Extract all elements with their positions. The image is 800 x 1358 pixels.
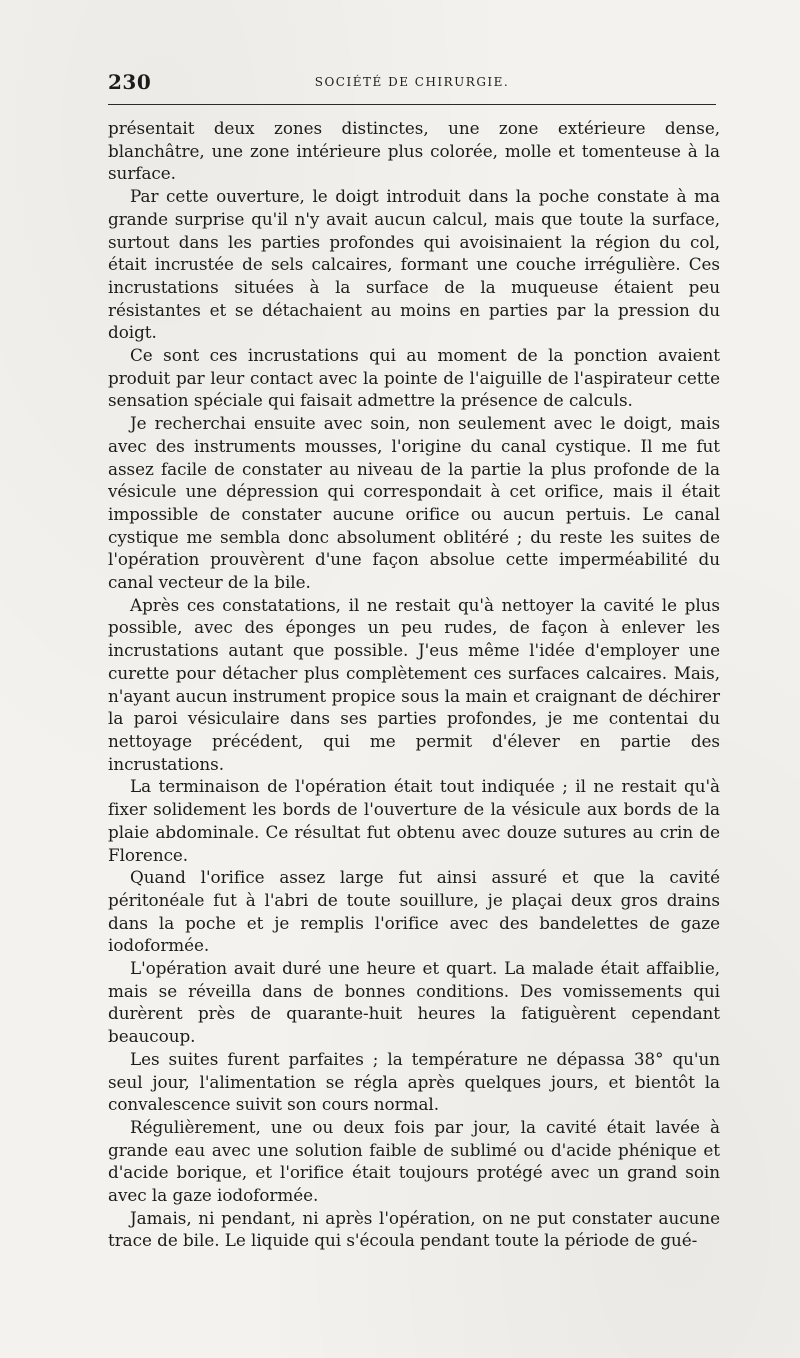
running-head: SOCIÉTÉ DE CHIRURGIE. <box>314 75 510 89</box>
paragraph-continued: présentait deux zones distinctes, une zone extérieure dense, blanchâtre, une zone intérieure plus colorée, molle et tomenteuse à la surface. <box>108 118 720 184</box>
paragraph: Après ces constatations, il ne restait qu'à nettoyer la cavité le plus possible, avec des éponges un peu rudes, de façon à enlever les incrustations autant que possible. J'eus même l'idée d'employer une curette pour détacher plus complètement ces surfaces calcaires. Mais, n'ayant aucun instrument propice sous la main et craignant de déchirer la paroi vésiculaire dans ses parties profondes, je me contentai du nettoyage précédent, qui me permit d'élever en partie des incrustations. <box>108 594 720 774</box>
paragraph: Ce sont ces incrustations qui au moment de la ponction avaient produit par leur contact avec la pointe de l'aiguille de l'aspirateur cette sensation spéciale qui faisait admettre la présence de calculs. <box>108 345 720 411</box>
paragraph: L'opération avait duré une heure et quart. La malade était affaiblie, mais se réveilla dans de bonnes conditions. Des vomissements qui durèrent près de quarante-huit heures la fatiguèrent cependant beaucoup. <box>108 958 720 1047</box>
page-header <box>108 70 716 98</box>
page-number: 230 <box>108 70 152 94</box>
paragraph: Je recherchai ensuite avec soin, non seulement avec le doigt, mais avec des instruments mousses, l'origine du canal cystique. Il me fut assez facile de constater au niveau de la partie la plus profonde de la vésicule une dépression qui correspondait à cet orifice, mais il était impossible de constater aucune orifice ou aucun pertuis. Le canal cystique me sembla donc absolument oblitéré ; du reste les suites de l'opération prouvèrent d'une façon absolue cette imperméabilité du canal vecteur de la bile. <box>108 413 720 593</box>
paragraph-last: Jamais, ni pendant, ni après l'opération, on ne put constater aucune trace de bile. Le liquide qui s'écoula pendant toute la période de gué- <box>108 1207 720 1251</box>
paragraph: La terminaison de l'opération était tout indiquée ; il ne restait qu'à fixer solidement les bords de l'ouverture de la vésicule aux bords de la plaie abdominale. Ce résultat fut obtenu avec douze sutures au crin de Florence. <box>108 776 720 865</box>
header-rule <box>108 104 716 105</box>
paragraph: Régulièrement, une ou deux fois par jour, la cavité était lavée à grande eau avec une solution faible de sublimé ou d'acide phénique et d'acide borique, et l'orifice était toujours protégé avec un grand soin avec la gaze iodoformée. <box>108 1116 720 1206</box>
paragraph: Par cette ouverture, le doigt introduit dans la poche constate à ma grande surprise qu'il n'y avait aucun calcul, mais que toute la surface, surtout dans les parties profondes qui avoisinaient la région du col, était incrustée de sels calcaires, formant une couche irrégulière. Ces incrustations situées à la surface de la muqueuse étaient peu résistantes et se détachaient au moins en parties par la pression du doigt. <box>108 186 720 343</box>
paragraph: Quand l'orifice assez large fut ainsi assuré et que la cavité péritonéale fut à l'abri de toute souillure, je plaçai deux gros drains dans la poche et je remplis l'orifice avec des bandelettes de gaze iodoformée. <box>108 867 720 956</box>
body-text <box>108 117 720 1252</box>
paragraph: Les suites furent parfaites ; la température ne dépassa 38° qu'un seul jour, l'alimentation se régla après quelques jours, et bientôt la convalescence suivit son cours normal. <box>108 1048 720 1115</box>
